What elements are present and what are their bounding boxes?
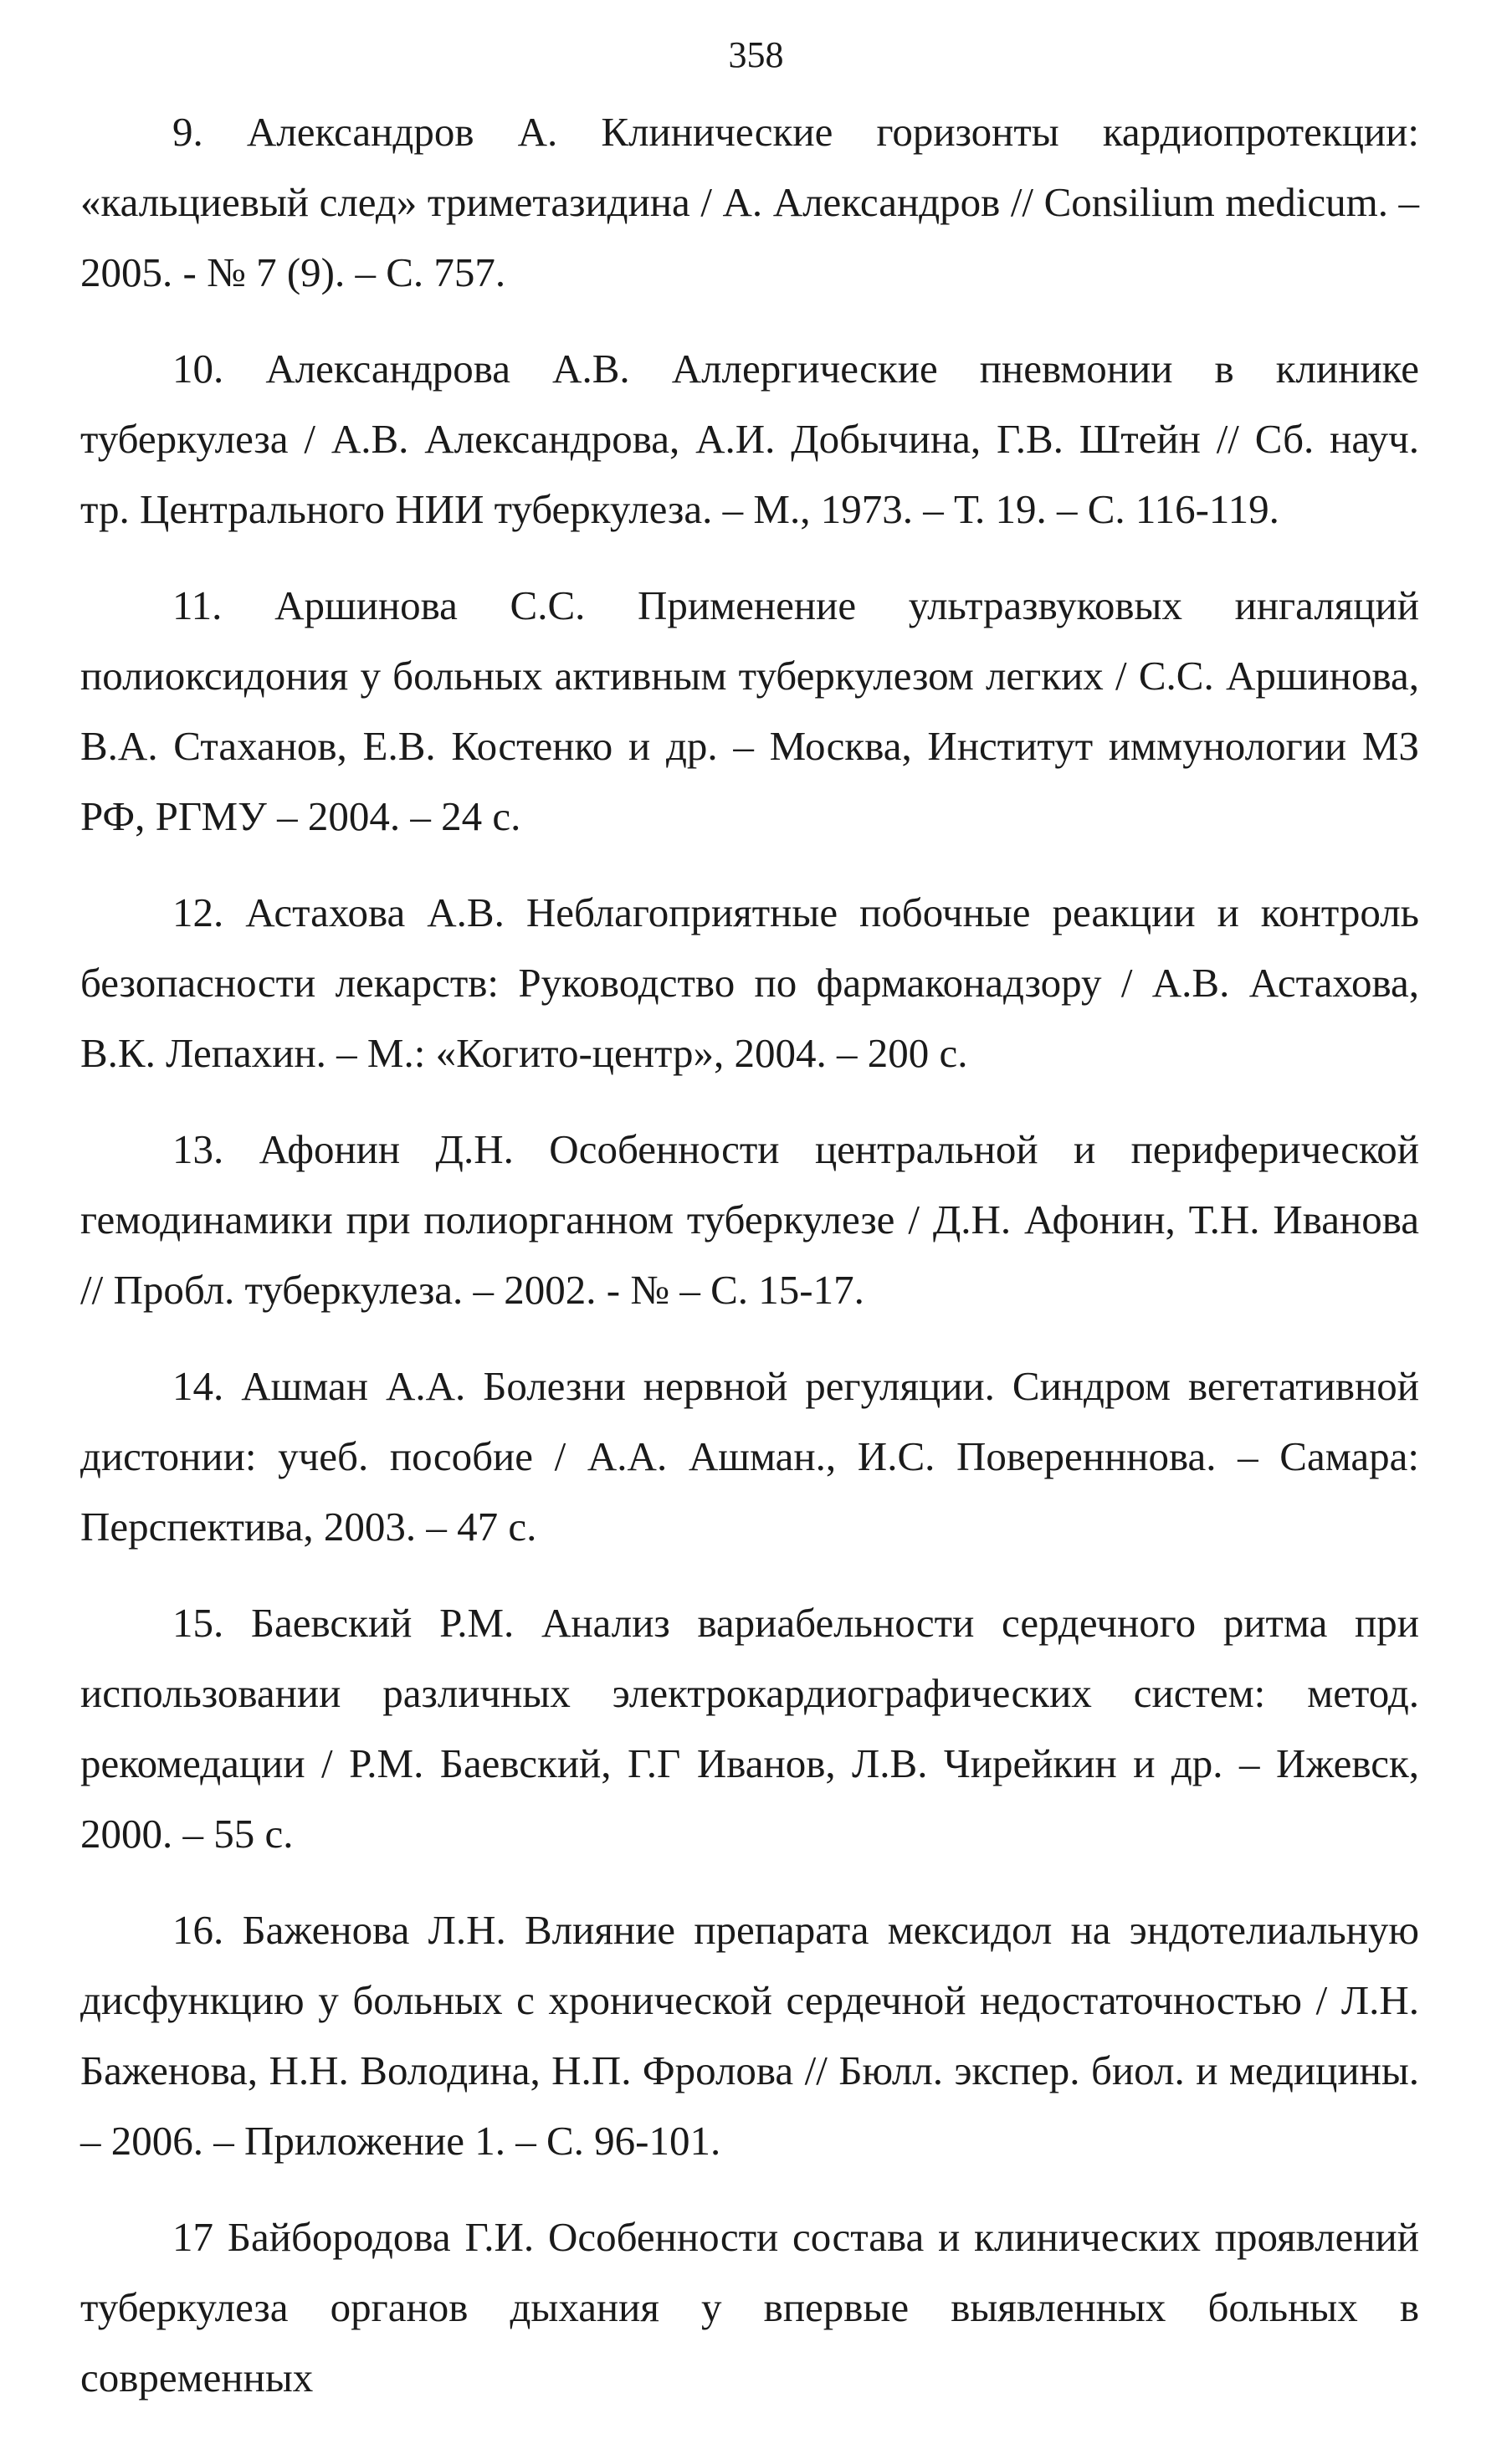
reference-item-16: 16. Баженова Л.Н. Влияние препарата мексидол на эндотелиальную дисфункцию у больных с хронической сердечной недостаточностью / Л.Н. Баженова, Н.Н. Володина, Н.П. Фролова // Бюлл. экспер. биол. и медицины. – 2006. – Приложение 1. – С. 96-101. <box>80 1907 1419 2164</box>
reference-item-10: 10. Александрова А.В. Аллергические пневмонии в клинике туберкулеза / А.В. Александрова, А.И. Добычина, Г.В. Штейн // Сб. науч. тр. Центрального НИИ туберкулеза. – М., 1973. – Т. 19. – С. 116-119. <box>80 346 1419 532</box>
reference-item-17: 17 Байбородова Г.И. Особенности состава и клинических проявлений туберкулеза органов дыхания у впервые выявленных больных в современных <box>80 2214 1419 2401</box>
reference-item-15: 15. Баевский Р.М. Анализ вариабельности сердечного ритма при использовании различных электрокардиографических систем: метод. рекомедации / Р.М. Баевский, Г.Г Иванов, Л.В. Чирейкин и др. – Ижевск, 2000. – 55 с. <box>80 1600 1419 1857</box>
reference-item-13: 13. Афонин Д.Н. Особенности центральной и периферической гемодинамики при полиорганном туберкулезе / Д.Н. Афонин, Т.Н. Иванова // Пробл. туберкулеза. – 2002. - № – С. 15-17. <box>80 1126 1419 1313</box>
reference-list <box>80 97 1419 2439</box>
reference-item-12: 12. Астахова А.В. Неблагоприятные побочные реакции и контроль безопасности лекарств: Руководство по фармаконадзору / А.В. Астахова, В.К. Лепахин. – М.: «Когито-центр», 2004. – 200 с. <box>80 889 1419 1076</box>
reference-item-11: 11. Аршинова С.С. Применение ультразвуковых ингаляций полиоксидония у больных активным туберкулезом легких / С.С. Аршинова, В.А. Стаханов, Е.В. Костенко и др. – Москва, Институт иммунологии МЗ РФ, РГМУ – 2004. – 24 с. <box>80 582 1419 839</box>
reference-item-14: 14. Ашман А.А. Болезни нервной регуляции. Синдром вегетативной дистонии: учеб. пособие / А.А. Ашман., И.С. Поверенннова. – Самара: Перспектива, 2003. – 47 с. <box>80 1363 1419 1550</box>
reference-item-9: 9. Александров А. Клинические горизонты кардиопротекции: «кальциевый след» триметазидина / А. Александров // Consilium medicum. – 2005. - № 7 (9). – С. 757. <box>80 109 1419 295</box>
page-number: 358 <box>728 34 784 75</box>
